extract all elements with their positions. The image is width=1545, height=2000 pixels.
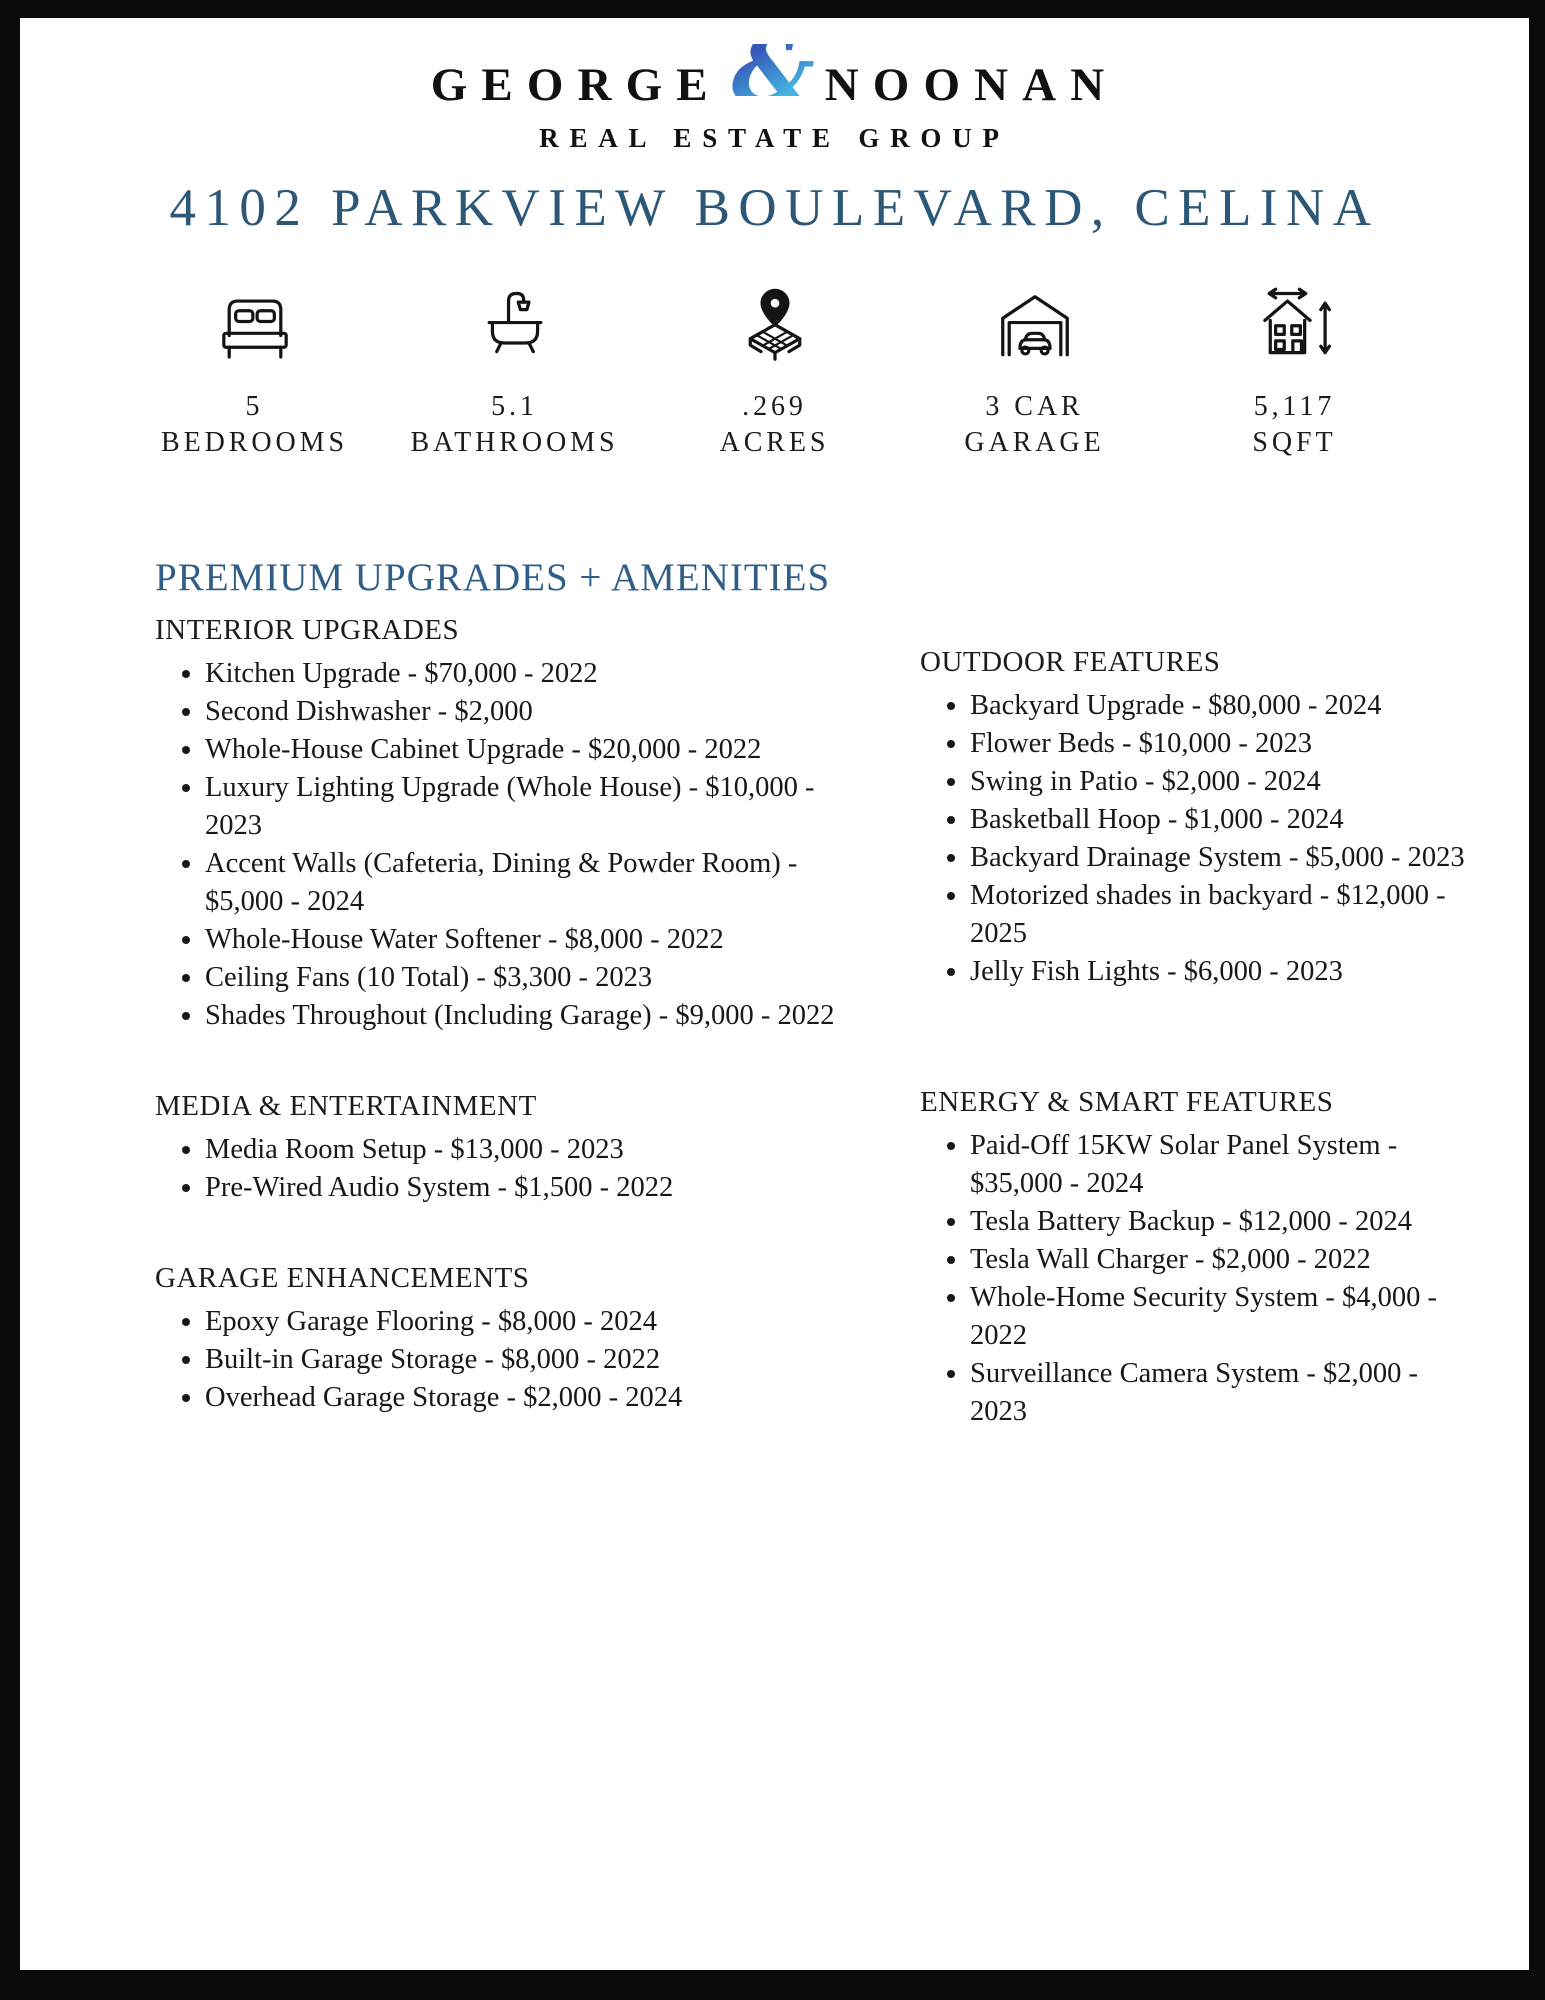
item-list (920, 1127, 1469, 1431)
section-media-entertainment (155, 1090, 845, 1207)
amenity-item: • Ceiling Fans (10 Total) - $3,300 - 2023 (205, 959, 845, 997)
amenity-item: • Second Dishwasher - $2,000 (205, 693, 845, 731)
section-outdoor-features (920, 646, 1469, 991)
amenity-item: • Shades Throughout (Including Garage) - $9,000 - 2022 (205, 997, 845, 1035)
stat-label: BEDROOMS (161, 427, 348, 459)
amenity-item: • Tesla Battery Backup - $12,000 - 2024 (970, 1203, 1469, 1241)
section-header: INTERIOR UPGRADES (155, 614, 460, 647)
amenity-item: • Tesla Wall Charger - $2,000 - 2022 (970, 1241, 1469, 1279)
amenity-item: • Whole-House Water Softener - $8,000 - 2022 (205, 921, 845, 959)
amenity-item: • Built-in Garage Storage - $8,000 - 2022 (205, 1341, 845, 1379)
amenity-item: • Media Room Setup - $13,000 - 2023 (205, 1131, 845, 1169)
stat-label: GARAGE (964, 427, 1105, 459)
bed-icon (125, 286, 385, 377)
amenities-title: PREMIUM UPGRADES + AMENITIES (155, 556, 831, 600)
item-list (155, 655, 845, 1035)
stat-sqft (1165, 286, 1425, 459)
stat-acres (645, 286, 905, 459)
item-list (155, 1131, 845, 1207)
amenity-item: • Pre-Wired Audio System - $1,500 - 2022 (205, 1169, 845, 1207)
garage-car-icon (905, 286, 1165, 377)
stat-value: 5 (245, 391, 264, 423)
flyer-page (20, 18, 1529, 1970)
stat-label: ACRES (719, 427, 830, 459)
house-measure-icon (1165, 286, 1425, 377)
stat-garage (905, 286, 1165, 459)
item-list (920, 687, 1469, 991)
amenity-item: • Surveillance Camera System - $2,000 - 2023 (970, 1355, 1469, 1431)
amenities-column-left (155, 614, 845, 1417)
amenity-item: • Backyard Drainage System - $5,000 - 2023 (970, 839, 1469, 877)
stat-value: 5.1 (491, 391, 538, 423)
amenity-item: • Paid-Off 15KW Solar Panel System - $35,000 - 2024 (970, 1127, 1469, 1203)
amenities-main (20, 555, 1529, 1431)
brand-ampersand-icon: & (731, 18, 815, 124)
amenity-item: • Whole-House Cabinet Upgrade - $20,000 - 2022 (205, 731, 845, 769)
section-interior-upgrades (155, 614, 845, 1035)
amenity-item: • Flower Beds - $10,000 - 2023 (970, 725, 1469, 763)
brand-logo (20, 18, 1529, 124)
amenity-item: • Backyard Upgrade - $80,000 - 2024 (970, 687, 1469, 725)
stats-row (125, 286, 1425, 459)
amenities-column-right (920, 614, 1469, 1431)
stat-label: BATHROOMS (410, 427, 619, 459)
amenity-item: • Kitchen Upgrade - $70,000 - 2022 (205, 655, 845, 693)
section-header: OUTDOOR FEATURES (920, 646, 1221, 679)
amenity-item: • Basketball Hoop - $1,000 - 2024 (970, 801, 1469, 839)
item-list (155, 1303, 845, 1417)
bathtub-icon (385, 286, 645, 377)
amenity-item: • Accent Walls (Cafeteria, Dining & Powder Room) - $5,000 - 2024 (205, 845, 845, 921)
section-header: GARAGE ENHANCEMENTS (155, 1262, 530, 1295)
stat-label: SQFT (1252, 427, 1337, 459)
amenity-item: • Overhead Garage Storage - $2,000 - 2024 (205, 1379, 845, 1417)
brand-name-left: GEORGE (430, 59, 722, 112)
stat-bathrooms (385, 286, 645, 459)
section-header: ENERGY & SMART FEATURES (920, 1086, 1334, 1119)
stat-bedrooms (125, 286, 385, 459)
amenity-item: • Epoxy Garage Flooring - $8,000 - 2024 (205, 1303, 845, 1341)
amenity-item: • Whole-Home Security System - $4,000 - 2022 (970, 1279, 1469, 1355)
flyer-header (20, 18, 1529, 238)
section-garage-enhancements (155, 1262, 845, 1417)
section-header: MEDIA & ENTERTAINMENT (155, 1090, 537, 1123)
brand-subtitle: REAL ESTATE GROUP (539, 123, 1010, 154)
amenities-columns (20, 600, 1529, 1431)
section-energy-smart-features (920, 1086, 1469, 1431)
amenity-item: • Swing in Patio - $2,000 - 2024 (970, 763, 1469, 801)
acres-pin-icon (645, 286, 905, 377)
stat-value: 3 CAR (985, 391, 1084, 423)
amenity-item: • Luxury Lighting Upgrade (Whole House) - $10,000 - 2023 (205, 769, 845, 845)
listing-address: 4102 PARKVIEW BOULEVARD, CELINA (169, 179, 1380, 238)
stat-value: 5,117 (1253, 391, 1336, 423)
amenity-item: • Motorized shades in backyard - $12,000 - 2025 (970, 877, 1469, 953)
stat-value: .269 (742, 391, 807, 423)
amenity-item: • Jelly Fish Lights - $6,000 - 2023 (970, 953, 1469, 991)
brand-name-right: NOONAN (824, 59, 1119, 112)
